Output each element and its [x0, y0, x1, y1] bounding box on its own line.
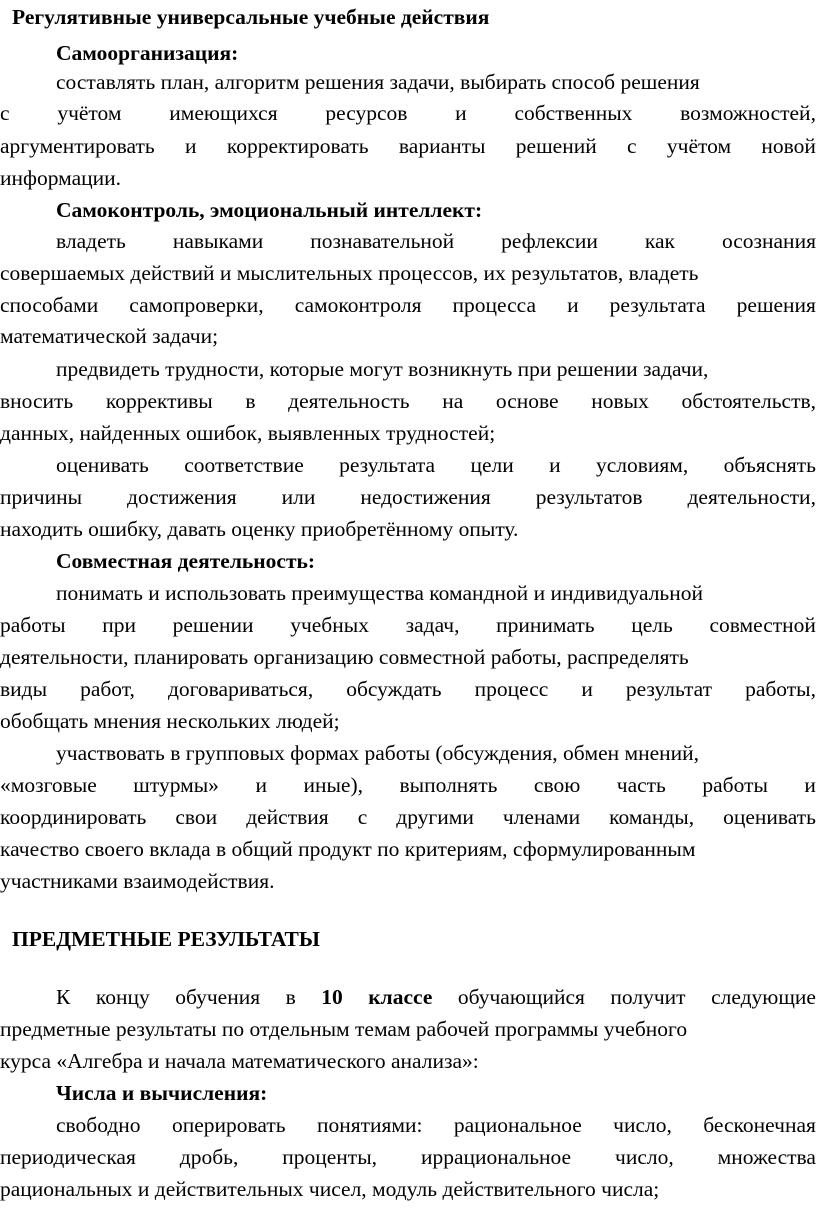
paragraph-line	[0, 679, 816, 701]
word: ресурсов	[325, 101, 408, 125]
word: цель	[631, 613, 673, 637]
word: работ,	[80, 677, 135, 701]
word: понятиями:	[316, 1113, 423, 1137]
word: координировать	[0, 805, 147, 829]
word: процесса	[452, 293, 537, 317]
word: достижения	[127, 485, 237, 509]
paragraph-line: участвовать в групповых формах работы (обсуждения, обмен мнений,	[56, 741, 700, 765]
word: деятельности,	[687, 485, 816, 509]
word: с	[0, 101, 10, 125]
paragraph-line	[0, 136, 816, 158]
word: следующие	[711, 985, 816, 1009]
paragraph-line	[0, 615, 816, 637]
word: и	[455, 101, 467, 125]
word: навыками	[172, 229, 264, 253]
word: рефлексии	[501, 229, 598, 253]
word: с	[357, 805, 368, 829]
word: имеющихся	[169, 101, 278, 125]
justified-line	[0, 136, 816, 158]
paragraph-line: качество своего вклада в общий продукт по критериям, сформулированным	[0, 837, 696, 861]
justified-line	[0, 807, 816, 829]
word: собственных	[514, 101, 633, 125]
word: К	[56, 985, 71, 1009]
word: иные),	[303, 773, 363, 797]
paragraph-line	[0, 103, 816, 125]
justified-line	[0, 775, 816, 797]
paragraph-line	[56, 455, 816, 477]
subheading-numbers: Числа и вычисления:	[56, 1081, 268, 1105]
word: новых	[591, 389, 649, 413]
word: результата	[339, 453, 436, 477]
word: и	[185, 134, 197, 158]
paragraph-line	[0, 391, 816, 413]
word: число,	[615, 1145, 674, 1169]
justified-line	[0, 103, 816, 125]
word: обучения	[175, 985, 261, 1009]
word: учётом	[57, 101, 122, 125]
word: владеть	[56, 229, 126, 253]
word: штурмы»	[133, 773, 219, 797]
paragraph-line	[0, 1147, 816, 1169]
word: обучающийся	[457, 985, 585, 1009]
word: способами	[0, 293, 99, 317]
paragraph-line	[0, 487, 816, 509]
paragraph-line: находить ошибку, давать оценку приобретённому опыту.	[0, 517, 519, 541]
word: учебных	[290, 613, 369, 637]
word: вносить	[0, 389, 74, 413]
word: число,	[613, 1113, 672, 1137]
word: процесс	[474, 677, 549, 701]
word: соответствие	[184, 453, 304, 477]
paragraph-line	[56, 1115, 816, 1137]
word: самопроверки,	[129, 293, 264, 317]
paragraph-line: составлять план, алгоритм решения задачи, выбирать способ решения	[56, 70, 700, 94]
justified-line	[56, 231, 816, 253]
word: команды,	[609, 805, 695, 829]
word: в	[245, 389, 256, 413]
paragraph-line: математической задачи;	[0, 324, 219, 348]
word: работы	[702, 773, 768, 797]
paragraph-line: курса «Алгебра и начала математического анализа»:	[0, 1049, 479, 1073]
word: свободно	[56, 1113, 141, 1137]
word: бесконечная	[703, 1113, 816, 1137]
paragraph-line: данных, найденных ошибок, выявленных трудностей;	[0, 421, 496, 445]
word: в	[285, 985, 296, 1009]
paragraph-line	[56, 231, 816, 253]
word: результатов	[535, 485, 643, 509]
word: действия	[246, 805, 329, 829]
word: «мозговые	[0, 773, 97, 797]
word: дробь,	[179, 1145, 239, 1169]
word: часть	[616, 773, 666, 797]
word: с	[627, 134, 637, 158]
paragraph-line	[0, 775, 816, 797]
word: самоконтроля	[294, 293, 422, 317]
word: при	[102, 613, 136, 637]
justified-line	[0, 679, 816, 701]
word: основе	[495, 389, 559, 413]
word: недостижения	[360, 485, 491, 509]
word: свои	[175, 805, 218, 829]
word: множества	[717, 1145, 816, 1169]
word: решении	[172, 613, 254, 637]
word: деятельность	[288, 389, 410, 413]
justified-line	[0, 295, 816, 317]
word: учётом	[666, 134, 732, 158]
word: и	[804, 773, 816, 797]
word: и	[567, 293, 579, 317]
paragraph-line: предвидеть трудности, которые могут возникнуть при решении задачи,	[56, 357, 709, 381]
word: обстоятельств,	[681, 389, 816, 413]
paragraph-line: обобщать мнения нескольких людей;	[0, 709, 340, 733]
word: корректировать	[226, 134, 369, 158]
word: причины	[0, 485, 83, 509]
justified-line	[56, 455, 816, 477]
paragraph-line	[56, 987, 816, 1009]
word: рациональное	[453, 1113, 582, 1137]
paragraph-line: совершаемых действий и мыслительных процессов, их результатов, владеть	[0, 261, 699, 285]
word: работы,	[745, 677, 816, 701]
word: на	[442, 389, 464, 413]
word: и	[549, 453, 561, 477]
justified-line	[56, 1115, 816, 1137]
justified-line	[0, 391, 816, 413]
justified-line	[0, 487, 816, 509]
word: выполнять	[399, 773, 498, 797]
word: принимать	[496, 613, 595, 637]
paragraph-line: рациональных и действительных чисел, модуль действительного числа;	[0, 1177, 660, 1201]
word: иррациональное	[420, 1145, 572, 1169]
word: 10	[321, 985, 343, 1009]
word: задач,	[405, 613, 460, 637]
paragraph-line: деятельности, планировать организацию совместной работы, распределять	[0, 645, 689, 669]
section-title: Регулятивные универсальные учебные действия	[12, 5, 490, 29]
word: объяснять	[723, 453, 816, 477]
word: познавательной	[310, 229, 455, 253]
subheading-self-control: Самоконтроль, эмоциональный интеллект:	[56, 198, 483, 222]
word: оперировать	[171, 1113, 286, 1137]
word: и	[581, 677, 593, 701]
word: решений	[515, 134, 597, 158]
word: совместной	[709, 613, 816, 637]
justified-line	[0, 1147, 816, 1169]
paragraph-line: понимать и использовать преимущества командной и индивидуальной	[56, 581, 703, 605]
word: оценивать	[56, 453, 149, 477]
word: коррективы	[105, 389, 213, 413]
word: оценивать	[723, 805, 816, 829]
word: договариваться,	[167, 677, 314, 701]
word: другими	[396, 805, 474, 829]
word: аргументировать	[0, 134, 155, 158]
word: новой	[761, 134, 816, 158]
word: осознания	[721, 229, 816, 253]
paragraph-line	[0, 807, 816, 829]
word: решения	[736, 293, 816, 317]
word: виды	[0, 677, 48, 701]
word: варианты	[398, 134, 486, 158]
justified-line	[56, 987, 816, 1009]
paragraph-line: участниками взаимодействия.	[0, 869, 275, 893]
word: членами	[502, 805, 581, 829]
word: свою	[533, 773, 581, 797]
word: и	[255, 773, 267, 797]
word: проценты,	[282, 1145, 378, 1169]
word: обсуждать	[346, 677, 442, 701]
subheading-joint-activity: Совместная деятельность:	[56, 549, 316, 573]
word: как	[644, 229, 675, 253]
word: периодическая	[0, 1145, 136, 1169]
paragraph-line: информации.	[0, 166, 122, 190]
word: концу	[95, 985, 150, 1009]
word: получит	[610, 985, 686, 1009]
word: условиям,	[595, 453, 689, 477]
justified-line	[0, 615, 816, 637]
word: классе	[368, 985, 433, 1009]
word: цели	[470, 453, 514, 477]
subheading-self-organization: Самоорганизация:	[56, 41, 239, 65]
section-heading-subject-results: ПРЕДМЕТНЫЕ РЕЗУЛЬТАТЫ	[12, 927, 320, 951]
word: возможностей,	[680, 101, 816, 125]
paragraph-line: предметные результаты по отдельным темам рабочей программы учебного	[0, 1017, 688, 1041]
paragraph-line	[0, 295, 816, 317]
word: работы	[0, 613, 66, 637]
word: или	[281, 485, 316, 509]
word: результата	[609, 293, 706, 317]
word: результат	[625, 677, 713, 701]
